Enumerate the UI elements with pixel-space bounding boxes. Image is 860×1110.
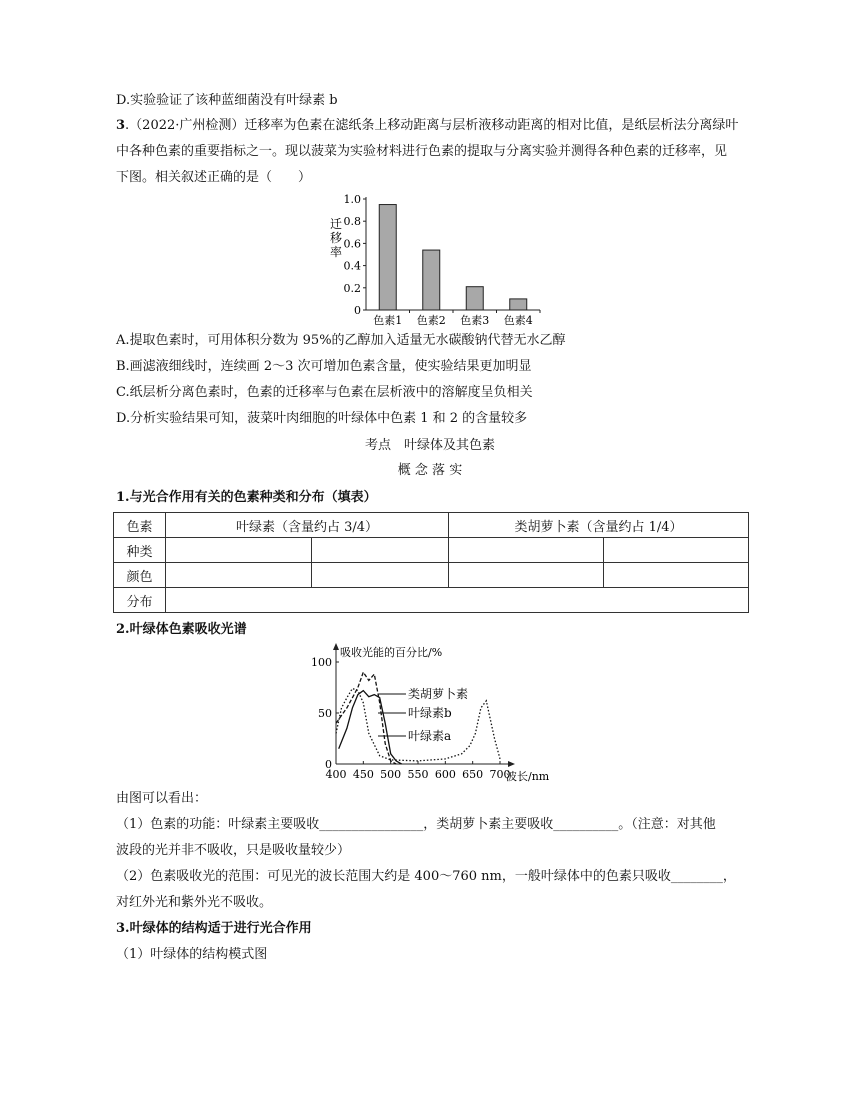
option-c: C.纸层析分离色素时，色素的迁移率与色素在层析液中的溶解度呈负相关 xyxy=(116,385,533,400)
item-text: .叶绿体色素吸收光谱 xyxy=(125,622,247,637)
item-text: .与光合作用有关的色素种类和分布（填表） xyxy=(125,490,377,505)
observation-intro: 由图可以看出： xyxy=(116,791,208,806)
table-row xyxy=(114,588,749,613)
series-line xyxy=(336,672,396,764)
y-axis-label: 移 xyxy=(329,231,343,245)
table-cell: 叶绿素（含量约占 3/4） xyxy=(166,513,449,538)
item-1-heading xyxy=(116,489,377,507)
blank-cell[interactable] xyxy=(166,538,312,563)
point-1-line1: （1）色素的功能：叶绿素主要吸收________________，类胡萝卜素主要吸收__________。（注意：对其他 xyxy=(116,817,716,832)
blank-cell[interactable] xyxy=(604,563,749,588)
x-tick-label: 色素2 xyxy=(416,314,446,327)
bar xyxy=(423,250,440,310)
item-3-heading xyxy=(116,920,312,938)
table-row xyxy=(114,538,749,563)
item-number: 2 xyxy=(116,622,126,637)
option-d-prev: D.实验验证了该种蓝细菌没有叶绿素 b xyxy=(116,93,338,108)
blank-cell[interactable] xyxy=(311,538,449,563)
table-row xyxy=(114,513,749,538)
y-tick-label: 0.8 xyxy=(343,215,361,229)
y-axis-label: 率 xyxy=(329,245,343,259)
y-tick-label: 0 xyxy=(325,758,332,771)
blank-cell[interactable] xyxy=(311,563,449,588)
x-tick-label: 450 xyxy=(352,768,374,781)
section-title: 考点 叶绿体及其色素 xyxy=(364,438,495,453)
item-number: 3 xyxy=(116,921,126,936)
table-cell: 类胡萝卜素（含量约占 1/4） xyxy=(449,513,749,538)
y-tick-label: 0.6 xyxy=(343,237,361,251)
x-tick-label: 400 xyxy=(325,768,347,781)
question-text: .（2022·广州检测）迁移率为色素在滤纸条上移动距离与层析液移动距离的相对比值，是纸层析法分离绿叶 xyxy=(125,118,739,133)
item-number: 1 xyxy=(116,490,126,505)
y-tick-label: 1.0 xyxy=(343,193,361,206)
y-axis-arrow xyxy=(333,643,339,650)
item-text: .叶绿体的结构适于进行光合作用 xyxy=(125,921,312,936)
y-tick-label: 0.2 xyxy=(343,281,361,295)
question-3-line2: 中各种色素的重要指标之一。现以菠菜为实验材料进行色素的提取与分离实验并测得各种色素的迁移率，见 xyxy=(116,144,728,159)
series-label: 类胡萝卜素 xyxy=(408,687,469,701)
blank-cell[interactable] xyxy=(166,563,312,588)
series-line xyxy=(339,691,402,764)
x-tick-label: 700 xyxy=(489,768,511,781)
option-d: D.分析实验结果可知，菠菜叶肉细胞的叶绿体中色素 1 和 2 的含量较多 xyxy=(116,411,528,426)
blank-cell[interactable] xyxy=(604,538,749,563)
y-tick-label: 0 xyxy=(354,304,361,317)
x-tick-label: 550 xyxy=(407,768,429,781)
x-tick-label: 600 xyxy=(434,768,456,781)
bar xyxy=(466,287,483,310)
x-tick-label: 500 xyxy=(380,768,402,781)
table-cell: 分布 xyxy=(114,588,166,613)
table-row xyxy=(114,563,749,588)
y-tick-label: 100 xyxy=(311,656,332,669)
option-a: A.提取色素时，可用体积分数为 95%的乙醇加入适量无水碳酸钠代替无水乙醇 xyxy=(116,333,566,348)
y-axis-label: 迁 xyxy=(329,217,343,231)
bar xyxy=(379,205,396,310)
question-number: 3 xyxy=(116,118,126,133)
blank-cell[interactable] xyxy=(449,563,604,588)
blank-cell[interactable] xyxy=(166,588,749,613)
migration-rate-bar-chart xyxy=(315,190,545,328)
y-tick-label: 50 xyxy=(318,707,332,720)
point-2-line2: 对红外光和紫外光不吸收。 xyxy=(116,895,273,910)
table-cell: 色素 xyxy=(114,513,166,538)
point-1-line2: 波段的光并非不吸收，只是吸收量较少） xyxy=(116,843,351,858)
x-tick-label: 色素1 xyxy=(373,314,403,327)
point-2-line1: （2）色素吸收光的范围：可见光的波长范围大约是 400～760 nm，一般叶绿体中的色素只吸收________， xyxy=(116,869,736,884)
question-3-line1 xyxy=(116,117,738,135)
question-3-line3: 下图。相关叙述正确的是（ ） xyxy=(116,170,312,185)
x-tick-label: 650 xyxy=(462,768,484,781)
blank-cell[interactable] xyxy=(449,538,604,563)
x-axis-arrow xyxy=(508,761,515,767)
x-axis-label: 波长/nm xyxy=(506,770,550,783)
table-cell: 种类 xyxy=(114,538,166,563)
bar xyxy=(510,299,527,310)
x-tick-label: 色素3 xyxy=(460,314,490,327)
y-tick-label: 0.4 xyxy=(343,259,361,273)
series-label: 叶绿素b xyxy=(408,706,452,720)
y-axis-label: 吸收光能的百分比/% xyxy=(340,646,443,659)
x-tick-label: 色素4 xyxy=(503,314,533,327)
item-2-heading xyxy=(116,621,247,639)
table-cell: 颜色 xyxy=(114,563,166,588)
series-label: 叶绿素a xyxy=(408,729,452,743)
point-3-1: （1）叶绿体的结构模式图 xyxy=(116,947,268,962)
subsection-title: 概 念 落 实 xyxy=(397,463,463,478)
pigment-table xyxy=(113,512,749,613)
option-b: B.画滤液细线时，连续画 2～3 次可增加色素含量，使实验结果更加明显 xyxy=(116,359,532,374)
absorption-spectrum-chart xyxy=(300,640,600,785)
